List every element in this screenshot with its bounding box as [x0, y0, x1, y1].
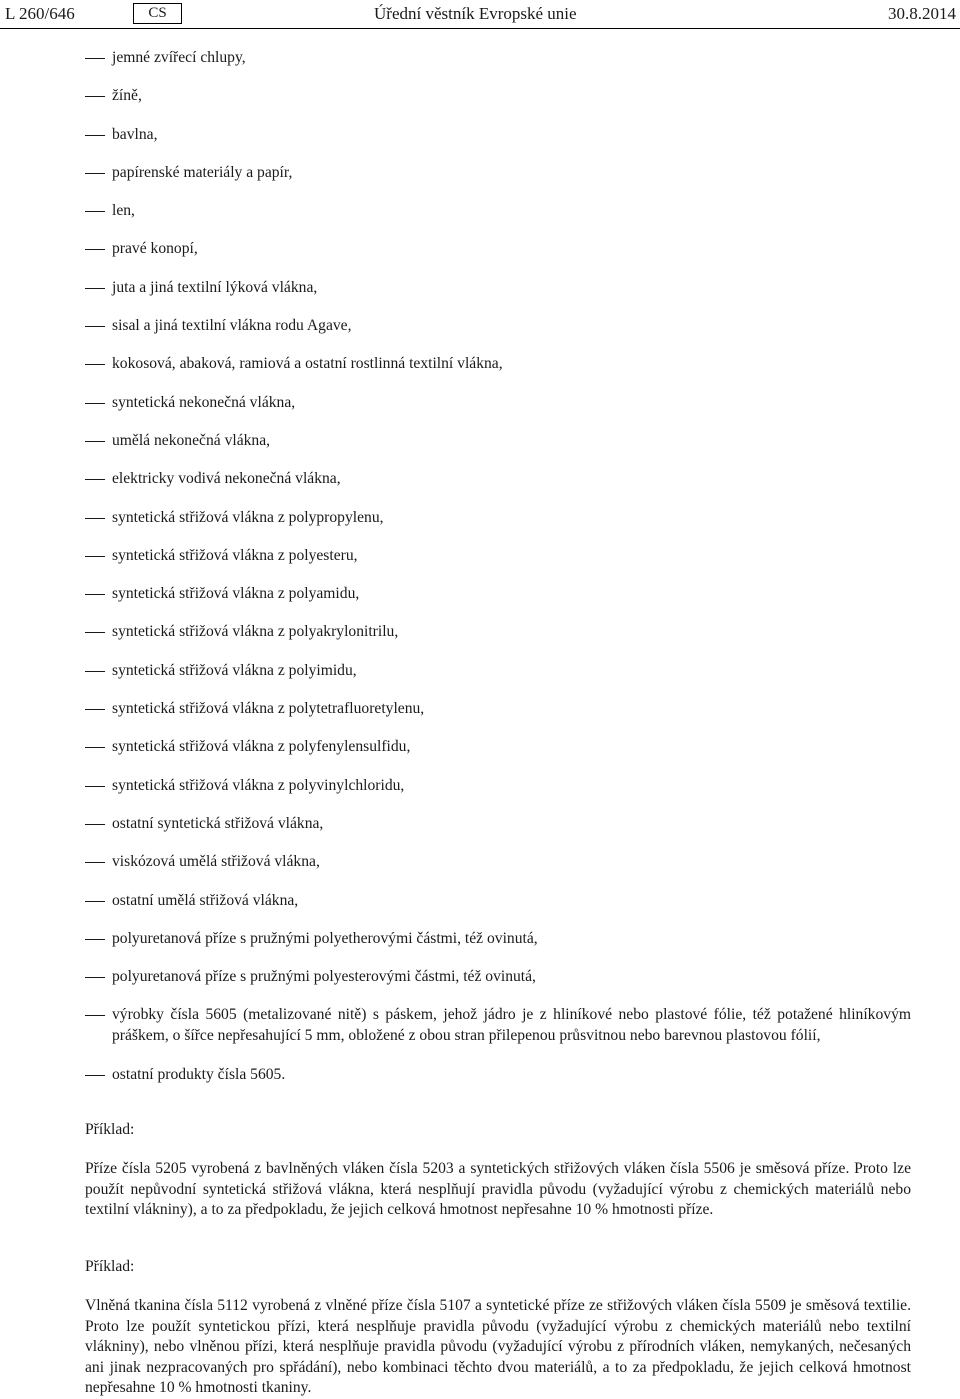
list-item: ostatní produkty čísla 5605. [85, 1065, 911, 1085]
publication-date: 30.8.2014 [888, 4, 956, 23]
list-item: syntetická střižová vlákna z polyvinylchloridu, [85, 776, 911, 796]
list-item: žíně, [85, 86, 911, 106]
example-label: Příklad: [85, 1258, 135, 1275]
list-item: bavlna, [85, 125, 911, 145]
list-item: ostatní syntetická střižová vlákna, [85, 814, 911, 834]
list-item: polyuretanová příze s pružnými polyesterovými částmi, též ovinutá, [85, 967, 911, 987]
list-item: syntetická střižová vlákna z polyfenylensulfidu, [85, 737, 911, 757]
list-item: sisal a jiná textilní vlákna rodu Agave, [85, 316, 911, 336]
list-item: výrobky čísla 5605 (metalizované nitě) s páskem, jehož jádro je z hliníkové nebo plastové fólie, též potažené hliníkovým práškem, o šířce nepřesahující 5 mm, obložené z obou stran přilepenou průsvitnou nebo barevnou plastovou fólií, [85, 1005, 911, 1046]
list-item: elektricky vodivá nekonečná vlákna, [85, 469, 911, 489]
list-item: polyuretanová příze s pružnými polyetherovými částmi, též ovinutá, [85, 929, 911, 949]
list-item: syntetická střižová vlákna z polytetrafluoretylenu, [85, 699, 911, 719]
example-paragraph: Příze čísla 5205 vyrobená z bavlněných vláken čísla 5203 a syntetických střižových vláken čísla 5506 je směsová příze. Proto lze použít nepůvodní syntetická střižová vlákna, která nesplňují pravidla původu (vyžadující výrobu z chemických materiálů nebo textilní vlákniny), a to za předpokladu, že jejich celková hmotnost nepřesahne 10 % hmotnosti příze. [85, 1160, 911, 1219]
list-item: syntetická střižová vlákna z polyamidu, [85, 584, 911, 604]
page-reference: L 260/646 [5, 4, 75, 23]
material-list [85, 48, 911, 1103]
list-item: kokosová, abaková, ramiová a ostatní rostlinná textilní vlákna, [85, 354, 911, 374]
list-item: len, [85, 201, 911, 221]
example-block [85, 1257, 911, 1399]
language-code-box: CS [133, 3, 182, 24]
journal-title: Úřední věstník Evropské unie [374, 4, 577, 23]
list-item: syntetická střižová vlákna z polyimidu, [85, 661, 911, 681]
list-item: pravé konopí, [85, 239, 911, 259]
example-label: Příklad: [85, 1121, 135, 1138]
list-item: ostatní umělá střižová vlákna, [85, 891, 911, 911]
list-item: jemné zvířecí chlupy, [85, 48, 911, 68]
list-item: syntetická střižová vlákna z polypropylenu, [85, 508, 911, 528]
list-item: viskózová umělá střižová vlákna, [85, 852, 911, 872]
list-item: juta a jiná textilní lýková vlákna, [85, 278, 911, 298]
example-block [85, 1120, 911, 1221]
page-header [0, 0, 960, 29]
list-item: syntetická nekonečná vlákna, [85, 393, 911, 413]
list-item: syntetická střižová vlákna z polyesteru, [85, 546, 911, 566]
list-item: umělá nekonečná vlákna, [85, 431, 911, 451]
list-item: syntetická střižová vlákna z polyakrylonitrilu, [85, 622, 911, 642]
list-item: papírenské materiály a papír, [85, 163, 911, 183]
example-paragraph: Vlněná tkanina čísla 5112 vyrobená z vlněné příze čísla 5107 a syntetické příze ze střižových vláken čísla 5509 je směsová textilie. Proto lze použít syntetickou přízi, která nesplňuje pravidla původu (vyžadující výrobu z chemických materiálů nebo textilní vlákniny), nebo vlněnou přízi, která nesplňuje pravidla původu (vyžadující výrobu z přírodních vláken, nemykaných, nečesaných ani jinak nezpracovaných pro spřádání), nebo kombinaci těchto dvou materiálů, a to za předpokladu, že jejich celková hmotnost nepřesahne 10 % hmotnosti tkaniny. [85, 1297, 911, 1397]
